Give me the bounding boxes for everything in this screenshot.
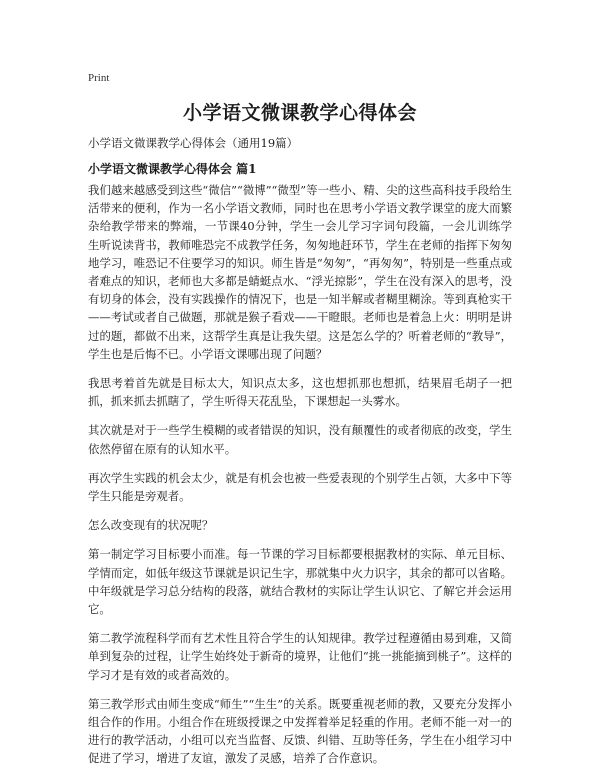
- page-title: 小学语文微课教学心得体会: [182, 102, 417, 124]
- paragraph: 我们越来越感受到这些“微信”“微博”“微型”等一些小、精、尖的这些高科技手段给生活带来的便利，作为一名小学语文教师，同时也在思考小学语文教学课堂的庞大而繁杂给教学带来的弊端，一节课40分钟，学生一会儿学习字词句段篇，一会儿训练学生听说读背书，教师唯恐完不成教学任务，匆匆地赶环节，学生在老师的指挥下匆匆地学习，唯恐记不住要学习的知识。师生皆是“匆匆”，“再匆匆”，特别是一些重点或者难点的知识，老师也大多都是蜻蜓点水、“浮光掠影”，学生在没有深入的思考，没有切身的体会，没有实践操作的情况下，也是一知半解或者糊里糊涂。等到真枪实干——考试或者自己做题，那就是猴子看戏——干瞪眼。老师也是着急上火：明明是讲过的题，都做不出来，这帮学生真是让我失望。这是怎么学的？听着老师的“教导”，学生也是后悔不已。小学语文课哪出现了问题？: [88, 183, 512, 361]
- section-heading: 小学语文微课教学心得体会 篇1: [88, 162, 257, 176]
- article-body: [88, 181, 512, 779]
- paragraph: 我思考着首先就是目标太大，知识点太多，这也想抓那也想抓，结果眉毛胡子一把抓，抓来抓去抓瞎了，学生听得天花乱坠，下课想起一头雾水。: [88, 376, 512, 409]
- paragraph: 怎么改变现有的状况呢？: [88, 518, 214, 533]
- paragraph: 第三教学形式由师生变成“师生”“生生”的关系。既要重视老师的教，又要充分发挥小组合作的作用。小组合作在班级授课之中发挥着举足轻重的作用。老师不能一对一的进行的教学活动，小组可以充当监督、反馈、纠错、互助等任务，学生在小组学习中促进了学习，增进了友谊，激发了灵感，培养了合作意识。: [88, 696, 512, 766]
- paragraph: 第一制定学习目标要小而准。每一节课的学习目标都要根据教材的实际、单元目标、学情而定，如低年级这节课就是识记生字，那就集中火力识字，其余的都可以省略。中年级就是学习总分结构的段落，就结合教材的实际让学生认识它、了解它并会运用它。: [88, 547, 512, 617]
- paragraph: 第二教学流程科学而有艺术性且符合学生的认知规律。教学过程遵循由易到难，又简单到复杂的过程，让学生始终处于新奇的境界，让他们“挑一挑能摘到桃子”。这样的学习才是有效的或者高效的。: [88, 631, 512, 682]
- document-subtitle: 小学语文微课教学心得体会（通用19篇）: [88, 136, 299, 150]
- paragraph: 再次学生实践的机会太少，就是有机会也被一些爱表现的个别学生占领，大多中下等学生只能是旁观者。: [88, 470, 512, 504]
- paragraph: 其次就是对于一些学生模糊的或者错误的知识，没有颠覆性的或者彻底的改变，学生依然停留在原有的认知水平。: [88, 423, 512, 456]
- print-link[interactable]: Print: [88, 72, 110, 84]
